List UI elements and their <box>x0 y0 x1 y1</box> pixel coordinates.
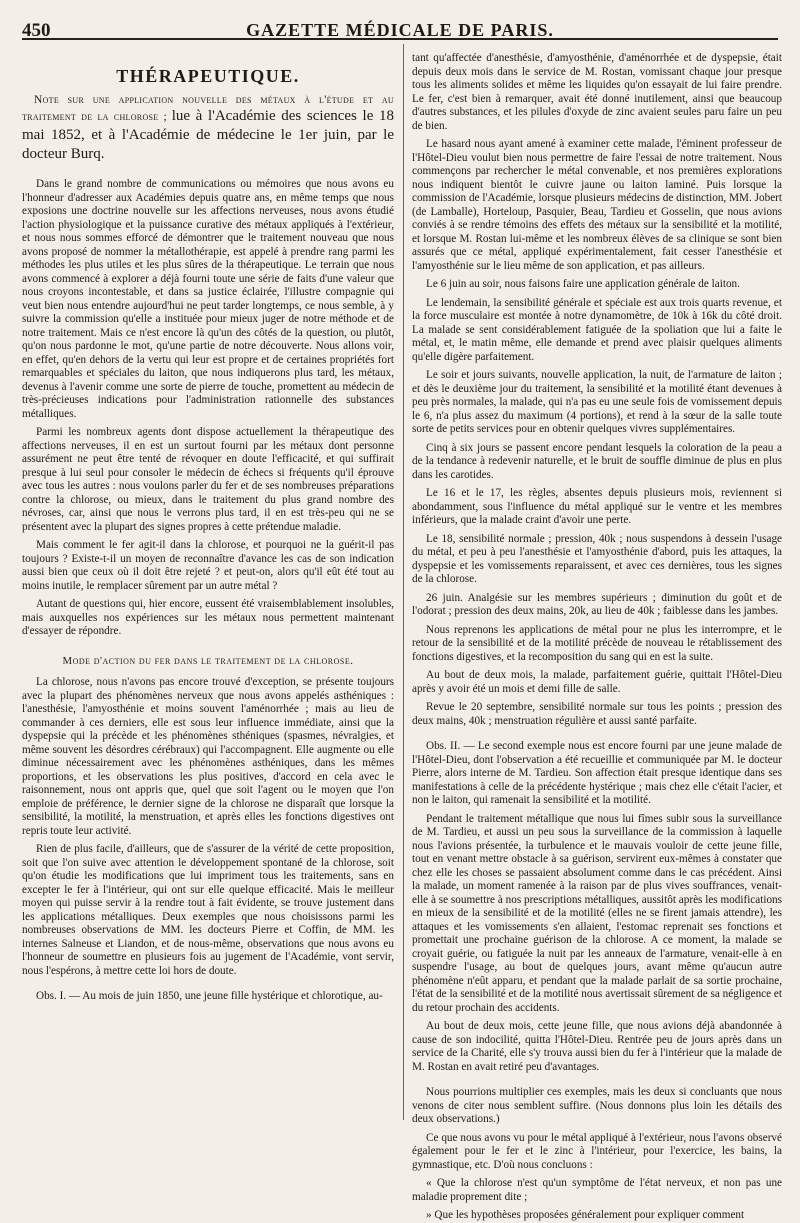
article-heading-rest: lue à l'Académie des sciences le 18 mai 1852, et à l'Académie de médecine le 1er juin, par le docteur Burq. <box>22 108 394 162</box>
observation-paragraph: Obs. I. — Au mois de juin 1850, une jeune fille hystérique et chlorotique, au- <box>36 990 383 1002</box>
paragraph: Le 16 et le 17, les règles, absentes depuis plusieurs mois, reviennent si abondamment, sous l'influence du métal appliqué sur le ventre et les membres inférieurs, que la malade craint d'avoir une perte. <box>412 487 782 526</box>
paragraph: Ce que nous avons vu pour le métal appliqué à l'extérieur, nous l'avons observé également pour le fer et le zinc à l'intérieur, pour l'exercice, les bains, la gymnastique, etc. D'où nous concluons : <box>412 1131 782 1171</box>
paragraph: Rien de plus facile, d'ailleurs, que de s'assurer de la vérité de cette proposition, soit que l'on suive avec attention le développement spontané de la chlorose, soit qu'on étudie les modifications que lui impriment tous les traitements, sans en excepter le fer à l'intérieur, qui ont sur elle quelque efficacité. Mais le meilleur moyen qui puisse servir à la rendre tout à fait évidente, se trouve justement dans les applications métalliques. Deux exemples que nous choisissons parmi les nombreuses observations de MM. les docteurs Pierre et Coffin, de MM. les internes Salneuse et Liandon, et de nous-même, observations que nous avons eu l'honneur de soumettre en plusieurs fois au jugement de l'Académie, vont servir, nous l'espérons, à mettre cette loi hors de doute. <box>22 843 394 977</box>
paragraph: Revue le 20 septembre, sensibilité normale sur tous les points ; pression des deux mains, 40k ; menstruation régulière et aussi santé parfaite. <box>412 701 782 727</box>
paragraph: 26 juin. Analgésie sur les membres supérieurs ; diminution du goût et de l'odorat ; pression des deux mains, 20k, au lieu de 40k ; faiblesse dans les jambes. <box>412 591 782 617</box>
article-heading-lead: Note sur une application nouvelle des métaux à l'étude et au traitement de la chlorose ; <box>22 93 394 123</box>
page-number: 450 <box>22 20 51 41</box>
paragraph: Parmi les nombreux agents dont dispose actuellement la thérapeutique des affections nerveuses, il en est un surtout fourni par les métaux dont personne assurément ne peut être tenté de révoquer en doute l'efficacité, et qui suffirait presque à lui seul pour consoler le médecin de échecs si fréquents qu'il éprouve avec tous les autres : nous voulons parler du fer et de ses nombreuses préparations contre la chlorose, ou mieux, dans le traitement du plus grand nombre des névroses, car, ainsi que nous le verrons plus tard, il en est très-peu qui ne se présentent avec la plupart des signes propres à cette prétendue maladie. <box>22 426 394 533</box>
paragraph: Le 6 juin au soir, nous faisons faire une application générale de laiton. <box>426 278 740 290</box>
paragraph: Le hasard nous ayant amené à examiner cette malade, l'éminent professeur de l'Hôtel-Dieu voulut bien nous permettre de faire l'essai de notre traitement. Nous commençons par rechercher le métal convenable, et nos premières explorations nous indiquent bientôt le cuivre jaune ou laiton laminé. Puis lorsque la commission de l'Académie, lorsque plusieurs médecins de distinction, MM. Jobert (de Lamballe), Horteloup, Pasquier, Beau, Tardieu et Gosselin, que nous avions conviés à se rendre témoins des effets des métaux sur la sensibilité et la motilité, et lorsque M. Rostan lui-même et les nombreux élèves de sa clinique se sont bien assurés que ce métal, appliqué expérimentalement, fait cesser l'anesthésie et l'amyosthénie sur le lieu même de son application, et pas ailleurs. <box>412 138 782 272</box>
paragraph: Autant de questions qui, hier encore, eussent été vraisemblablement insolubles, mais auxquelles nos expériences sur les métaux nous permettent maintenant d'essayer de répondre. <box>22 598 394 637</box>
observation-paragraph: Obs. II. — Le second exemple nous est encore fourni par une jeune malade de l'Hôtel-Dieu, dont l'observation a été recueillie et communiquée par M. le docteur Pierre, alors interne de M. Tardieu. Son affection était presque identique dans ses manifestations à celle de la précédente hystérique ; mais chez elle c'était l'acier, et non le laiton, qui ramenait la sensibilité et la motilité. <box>412 740 782 806</box>
paragraph: Cinq à six jours se passent encore pendant lesquels la coloration de la peau a de la tendance à redevenir naturelle, et le bruit de souffle diminue de plus en plus dans les carotides. <box>412 441 782 481</box>
journal-title: GAZETTE MÉDICALE DE PARIS. <box>246 20 554 40</box>
subsection-title: Mode d'action du fer dans le traitement de la chlorose. <box>62 654 354 667</box>
article-heading <box>22 94 394 165</box>
quote-paragraph: « Que la chlorose n'est qu'un symptôme de l'état nerveux, et non pas une maladie proprement dite ; <box>412 1177 782 1203</box>
left-column <box>22 44 394 1120</box>
page-header <box>22 14 778 40</box>
paragraph: Le soir et jours suivants, nouvelle application, la nuit, de l'armature de laiton ; et dès le deuxième jour du traitement, la sensibilité et la motilité étant devenues à peu près normales, la malade, qui n'a pas eu une seule fois de vomissement depuis le 6, n'a plus assez du maximum (4 portions), et rend à la sœur de la salle toute sorte de petits services pour en obtenir quelques vivres supplémentaires. <box>412 369 782 435</box>
quote-paragraph: » Que les hypothèses proposées généralement pour expliquer comment <box>426 1209 745 1221</box>
paragraph: Dans le grand nombre de communications ou mémoires que nous avons eu l'honneur d'adresser aux Académies depuis quatre ans, en même temps que nous exposions une doctrine nouvelle sur les affections nerveuses, nous avons étudié l'action physiologique et la puissance curative des métaux appliqués à l'extérieur, et nous nous sommes efforcé de démontrer que le traitement nouveau que nous avons proposé de nommer la métallothérapie, est appelé à prendre rang parmi les méthodes les plus utiles et les plus sûres de la thérapeutique. Le terrain que nous avons commencé à explorer a déjà fourni toute une série de faits d'une valeur que nous croyons incontestable, et dans sa justice éclairée, l'illustre compagnie qui veut bien nous entendre aujourd'hui ne peut tarder longtemps, ce nous semble, à y suivre la commission qu'elle a instituée pour mieux juger de notre méthode et de notre traitement. Mais ce n'est encore là qu'un des côtés de la question, ou plutôt, qu'on nous pardonne le mot, qu'une partie de notre découverte. Nous allons voir, en effet, qu'en dehors de la vertu qui leur est propre et de certaines propriétés fort remarquables et spéciales du laiton, que nous indiquerons plus tard, les métaux, devenus à l'avenir comme une sorte de pierre de touche, promettent au médecin de très-précieuses indications pour l'administration rationnelle des substances métalliques. <box>22 178 394 420</box>
right-column <box>412 52 782 1221</box>
paragraph: tant qu'affectée d'anesthésie, d'amyosthénie, d'aménorrhée et de dyspepsie, était depuis deux mois dans le service de M. Rostan, vomissant chaque jour presque tous les aliments solides et même les liquides qu'on essayait de lui faire prendre. Le fer, c'est bien à remarquer, avait été donné inutilement, ainsi que beaucoup d'autres substances, et les pilules d'oxyde de zinc avaient seules paru faire un peu de bien. <box>412 52 782 132</box>
section-title: THÉRAPEUTIQUE. <box>116 66 300 86</box>
header-rule <box>22 38 778 40</box>
paragraph: Au bout de deux mois, cette jeune fille, que nous avions déjà abandonnée à cause de son indocilité, quitta l'Hôtel-Dieu. Rentrée peu de jours après dans un service de la Charité, elle s'y trouva aussi bien du fer à l'intérieur que la malade de M. Rostan en avait retiré peu d'avantages. <box>412 1020 782 1073</box>
paragraph: Nous pourrions multiplier ces exemples, mais les deux si concluants que nous venons de citer nous semblent suffire. (Nous donnons plus loin les détails des deux observations.) <box>412 1086 782 1125</box>
paragraph: Nous reprenons les applications de métal pour ne plus les interrompre, et le retour de la sensibilité et de la motilité précède de nouveau le rétablissement des fonctions digestives, et la recomposition du sang qui en est la suite. <box>412 623 782 663</box>
paragraph: Pendant le traitement métallique que nous lui fîmes subir sous la surveillance de M. Tardieu, et aussi un peu sous la surveillance de la commission à laquelle nous l'avions présentée, la turbulence et le mauvais vouloir de cette jeune fille, tout en venant mettre obstacle à sa guérison, servirent eux-mêmes à constater que chez elle les choses se passaient absolument comme dans le cas précédent. Ainsi la malade, un moment ramenée à la raison par de plus vives souffrances, venait-elle à se soumettre à nos prescriptions métalliques, aussitôt après les modifications en mieux de la sensibilité et de la motilité (elles ne se firent jamais attendre), les attaques et les vomissements s'en allaient, l'estomac reprenait ses fonctions et promettait une prochaine guérison de la chlorose. A ce moment, la malade se croyait guérie, ou fatiguée la nuit par les anneaux de l'armature, venait-elle à en suspendre l'usage, au bout de quelques jours, avant même qu'aucun autre phénomène n'eût apparu, et pendant que la malade parlait de sa sortie prochaine, l'état de la sensibilité et de la motilité nous avertissait sûrement de sa négligence et du retour prochain des accidents. <box>412 812 782 1014</box>
paragraph: Le lendemain, la sensibilité générale et spéciale est aux trois quarts revenue, et la force musculaire est montée à notre dynamomètre, de 10k à 16k du côté droit. La malade se sent considérablement fatiguée de la spoliation que lui a faite le métal, et, le matin même, elle demande et prend avec plaisir quelques aliments qu'elle digère parfaitement. <box>412 296 782 363</box>
paragraph: La chlorose, nous n'avons pas encore trouvé d'exception, se présente toujours avec la plupart des phénomènes nerveux que nous avons appelés asthéniques : l'anesthésie, l'amyosthénie et moins souvent l'aménorrhée ; mais au lieu de commander à ces derniers, elle est sous leur influence immédiate, ainsi que la dyspepsie qui la précède et les phénomènes sthéniques (spasmes, névralgies, et même souvent les désordres cérébraux) qui l'accompagnent. Elle augmente ou elle diminue nécessairement avec les phénomènes asthéniques, dans les mêmes proportions, et les observations les plus positives, d'accord en cela avec le raisonnement, nous ont appris que, quel que soit l'agent ou le moyen que l'on emploie de préférence, le dernier signe de la chlorose ne disparaît que lorsque la sensibilité, la motilité, la menstruation, et après elles les fonctions digestives ont repris toute leur activité. <box>22 676 394 837</box>
paragraph: Mais comment le fer agit-il dans la chlorose, et pourquoi ne la guérit-il pas toujours ? Existe-t-il un moyen de reconnaître d'avance les cas de son indication aussi bien que ceux où il doit être rejeté ? et peut-on, alors qu'il eût été tout au moins inutile, le remplacer sûrement par un autre métal ? <box>22 539 394 592</box>
column-divider <box>403 44 404 1120</box>
paragraph: Le 18, sensibilité normale ; pression, 40k ; nous suspendons à dessein l'usage du métal, et peu à peu l'anesthésie et l'amyosthénie d'abord, puis les attaques, la dyspepsie et les vomissements reparaissent, et avec ces dernières, tous les signes de la chlorose. <box>412 532 782 585</box>
paragraph: Au bout de deux mois, la malade, parfaitement guérie, quittait l'Hôtel-Dieu après y avoir été un mois et demi fille de salle. <box>412 669 782 695</box>
